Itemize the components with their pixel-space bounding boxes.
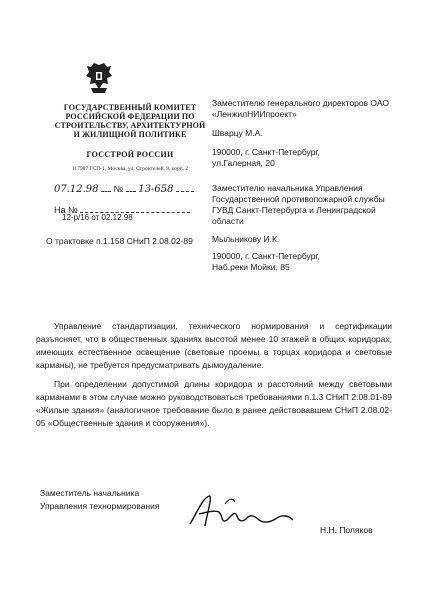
dash-line xyxy=(80,204,190,213)
handwritten-signature xyxy=(185,492,295,532)
paragraph-1: Управление стандартизации, технического нормирования и сертификации разъясняет, что в общественных зданиях высотой менее 10 этажей в общих коридорах, имеющих естественное освещение (световые проемы в торцах коридора и световые карманы), не требуется предусматривать дымоудаление. xyxy=(36,321,392,370)
signatory-title-line2: Управления технормирования xyxy=(40,501,160,511)
signatory-name: Н.Н. Поляков xyxy=(320,525,373,535)
ref-from: от xyxy=(91,213,100,222)
dash-line xyxy=(176,183,194,192)
recipient-2-name: Мыльникову И.К. xyxy=(212,234,280,244)
outgoing-no: 13-658 xyxy=(138,184,174,195)
recipient-1-position: Заместителю генерального директоров ОАО «ЛенжилНИИпроект» xyxy=(212,98,389,119)
org-short-name: ГОССТРОЙ РОССИИ xyxy=(86,150,174,159)
outgoing-number-row xyxy=(54,183,194,195)
reference-detail xyxy=(62,213,133,222)
recipient-2-position: Заместителю начальника Управления Государственной противопожарной службы ГУВД Санкт-Петербурга и Ленинградской области xyxy=(212,183,385,226)
outgoing-date: 07.12.98 xyxy=(54,184,99,195)
dash-line xyxy=(101,183,111,192)
na-label: На № xyxy=(54,205,78,215)
ref-no: 12-р/16 xyxy=(62,213,90,222)
org-address: 117987 ГСП-1, Москва, ул. Строителей, 8, корп. 2 xyxy=(71,166,189,172)
subject: О трактовке п.1.158 СНиП 2.08.02-89 xyxy=(46,236,193,246)
coat-of-arms-icon xyxy=(85,62,113,96)
paragraph-2: При определении допустимой длины коридора и расстояний между световыми карманами в этом случае можно руководствоваться требованиями п.1.3 СНиП 2.08.01-89 «Жилые здания» (аналогичное требование было в ранее действовавшем СНиП 2.08.02-05 «Общественные здания и сооружения»). xyxy=(36,379,392,428)
org-name-line: И ЖИЛИЩНОЙ ПОЛИТИКЕ xyxy=(73,130,187,139)
org-name-line: ГОСУДАРСТВЕННЫЙ КОМИТЕТ xyxy=(63,103,197,112)
recipient-2-address: 190000, г. Санкт-Петербург, Наб.реки Мойки, 85 xyxy=(212,251,320,272)
org-name-line: РОССИЙСКОЙ ФЕДЕРАЦИИ ПО xyxy=(65,112,195,121)
signatory-title-line1: Заместитель начальника xyxy=(40,488,140,498)
dash-line xyxy=(126,183,136,192)
ref-date: 02.12.98 xyxy=(101,213,133,222)
recipient-1-name: Шварцу М.А. xyxy=(212,128,263,138)
org-name-line: СТРОИТЕЛЬСТВУ, АРХИТЕКТУРНОЙ xyxy=(54,121,206,130)
recipient-1-address: 190000, г. Санкт-Петербург, ул.Галерная, 20 xyxy=(212,147,320,168)
org-name xyxy=(50,103,210,139)
outgoing-no-label: № xyxy=(113,184,124,194)
